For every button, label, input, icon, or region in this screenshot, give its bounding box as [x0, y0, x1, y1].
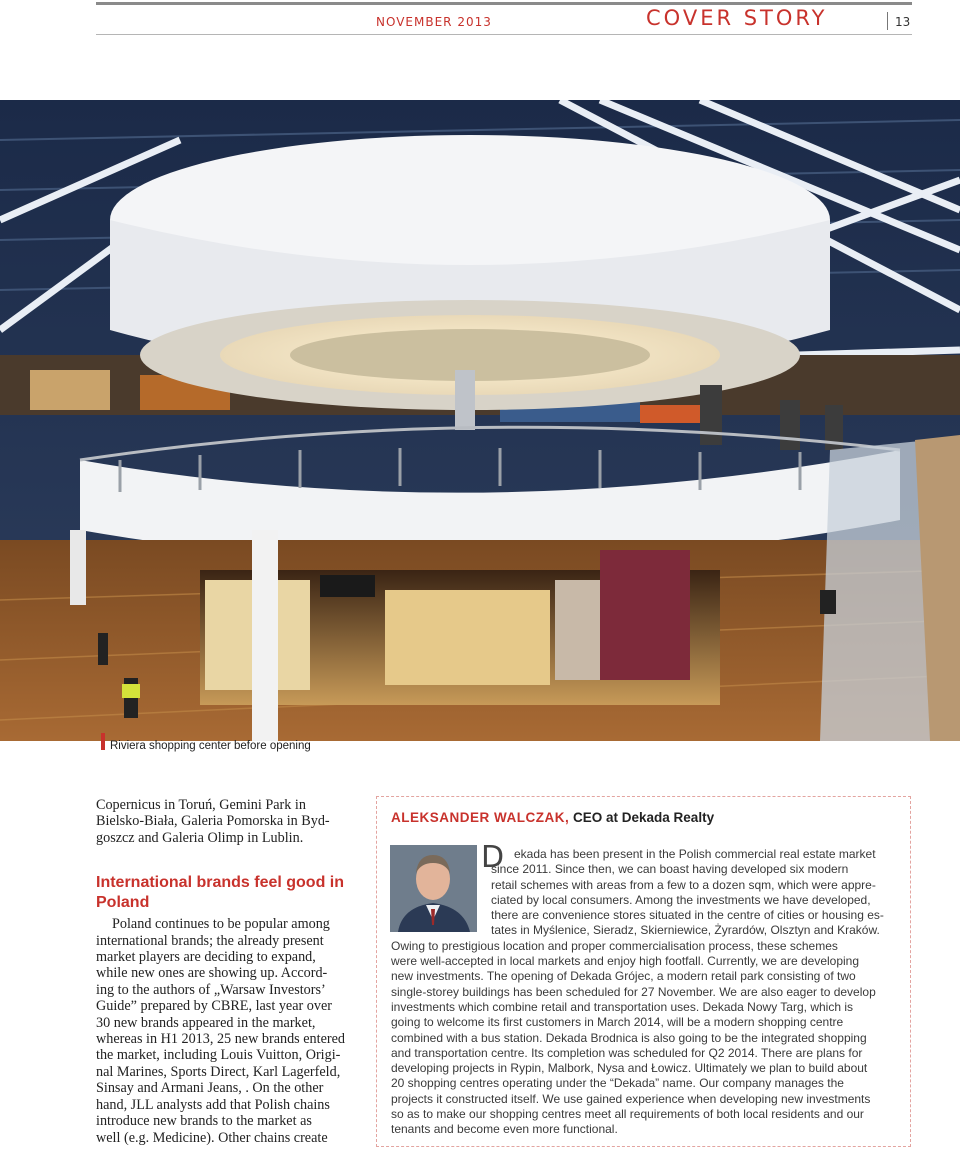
- interview-box: [376, 796, 911, 1147]
- text-line: introduce new brands to the market as: [96, 1113, 312, 1130]
- interview-heading: [391, 810, 714, 825]
- text-line: Bielsko-Biała, Galeria Pomorska in Byd-: [96, 813, 330, 830]
- text-line: single-storey buildings has been scheduled for 27 November. We are also eager to develop: [391, 984, 876, 999]
- text-line: hand, JLL analysts add that Polish chains: [96, 1096, 330, 1113]
- subheading: International brands feel good in Poland: [96, 874, 345, 912]
- text-line: while new ones are showing up. Accord-: [96, 965, 328, 982]
- text-line: projects it constructed itself. We use gained experience when developing new investments: [391, 1091, 871, 1106]
- body-paragraph: [96, 916, 358, 1146]
- drop-cap: D: [481, 840, 505, 875]
- text-line: were well-accepted in local markets and enjoy high footfall. Currently, we are developing: [391, 954, 860, 969]
- text-line: tenants and become even more functional.: [391, 1122, 618, 1137]
- page-number: 13: [895, 15, 911, 29]
- photo-caption: Riviera shopping center before opening: [110, 740, 311, 752]
- text-line: combined with a bus station. Dekada Brodnica is also going to be the integrated shopping: [391, 1030, 867, 1045]
- text-line: the market, including Louis Vuitton, Origi-: [96, 1047, 341, 1064]
- intro-paragraph: [96, 797, 358, 846]
- text-line: so as to make our shopping centres meet all requirements of both local residents and our: [391, 1107, 864, 1122]
- section-title: COVER STORY: [646, 6, 828, 30]
- text-line: and transportation centre. Its completion was scheduled for Q2 2014. There are plans for: [391, 1045, 863, 1060]
- text-line: ing to the authors of „Warsaw Investors’: [96, 981, 326, 998]
- text-line: nal Marines, Sports Direct, Karl Lagerfeld,: [96, 1063, 341, 1080]
- text-line: Guide” prepared by CBRE, last year over: [96, 998, 332, 1015]
- interviewee-role: CEO at Dekada Realty: [573, 810, 715, 825]
- text-line: investments which combine retail and transportation uses. Dekada Nowy Targ, which is: [391, 999, 853, 1014]
- text-line: Sinsay and Armani Jeans, . On the other: [96, 1080, 324, 1097]
- text-line: since 2011. Since then, we can boast having developed six modern: [491, 862, 849, 877]
- text-line: Poland continues to be popular among: [112, 916, 330, 933]
- text-line: Owing to prestigious location and proper commercialisation process, these schemes: [391, 938, 838, 953]
- text-line: new investments. The opening of Dekada Grójec, a modern retail park consisting of two: [391, 969, 856, 984]
- header-bottom-rule: [96, 34, 912, 35]
- text-line: there are convenience stores situated in the centre of cities or housing es-: [491, 908, 884, 923]
- text-line: retail schemes with areas from a few to a dozen sqm, which were appre-: [491, 877, 876, 892]
- caption-marker: [101, 733, 105, 750]
- text-line: well (e.g. Medicine). Other chains create: [96, 1129, 328, 1146]
- interviewee-name: ALEKSANDER WALCZAK,: [391, 810, 570, 825]
- text-line: ciated by local consumers. Among the investments we have developed,: [491, 892, 871, 907]
- text-line: international brands; the already present: [96, 932, 324, 949]
- text-line: developing projects in Rypin, Malbork, Nysa and Łowicz. Ultimately we plan to build about: [391, 1061, 868, 1076]
- mall-interior-photo: [0, 100, 960, 741]
- interview-text: [391, 847, 901, 1138]
- text-line: Copernicus in Toruń, Gemini Park in: [96, 797, 306, 813]
- text-line: going to welcome its first customers in March 2014, will be a modern shopping centre: [391, 1015, 844, 1030]
- text-line: market players are deciding to expand,: [96, 949, 316, 966]
- header-separator: [887, 12, 888, 30]
- text-line: tates in Myślenice, Sieradz, Skierniewice, Żyrardów, Olsztyn and Kraków.: [491, 923, 880, 938]
- text-line: goszcz and Galeria Olimp in Lublin.: [96, 829, 304, 846]
- text-line: whereas in H1 2013, 25 new brands entered: [96, 1031, 345, 1048]
- article-left-column: [96, 797, 358, 1146]
- text-line: 30 new brands appeared in the market,: [96, 1014, 316, 1031]
- issue-date: NOVEMBER 2013: [376, 15, 492, 29]
- text-line: ekada has been present in the Polish commercial real estate market: [514, 847, 876, 861]
- text-line: 20 shopping centres operating under the “Dekada” name. Our company manages the: [391, 1076, 844, 1091]
- header-top-rule: [96, 2, 912, 5]
